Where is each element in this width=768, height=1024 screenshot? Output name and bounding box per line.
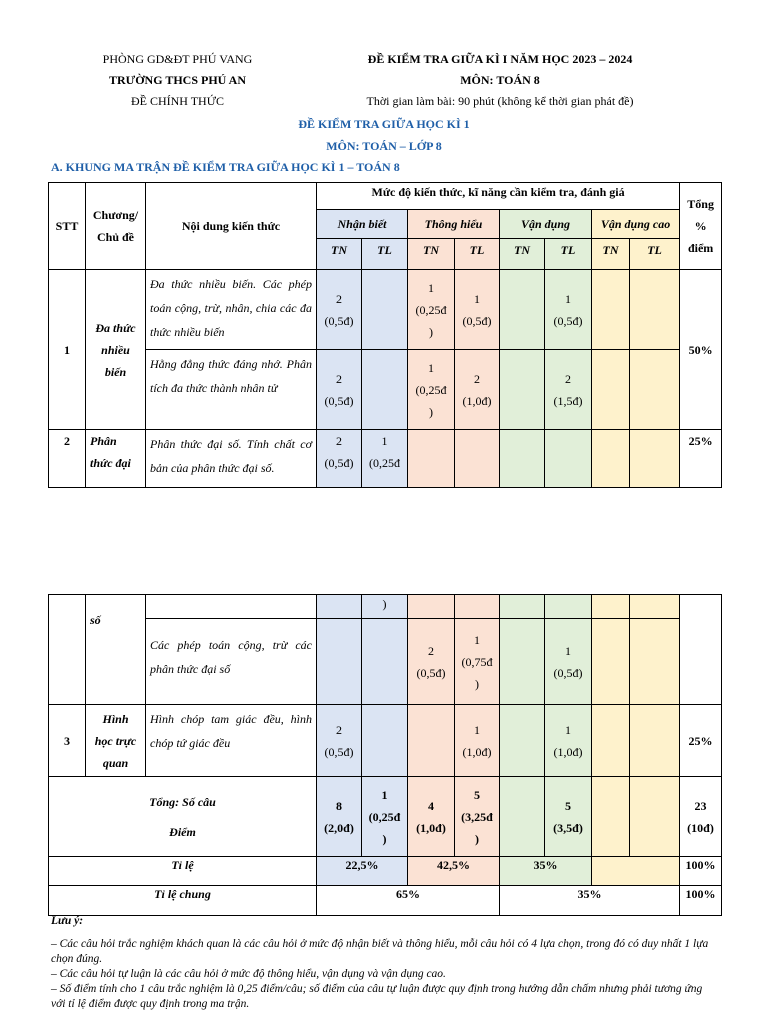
- common-ratio-a: 65%: [317, 886, 500, 916]
- row1b-vd-tn: [500, 350, 545, 430]
- row2-th-tl: [455, 430, 500, 488]
- school-name: TRƯỜNG THCS PHÚ AN: [108, 73, 246, 87]
- header-right: [330, 52, 670, 109]
- level-van-dung-cao: Vận dụng cao: [592, 210, 680, 239]
- row1a-th-tn: 1 (0,25đ ): [408, 270, 455, 350]
- section-heading: A. KHUNG MA TRẬN ĐỀ KIỂM TRA GIỮA HỌC KÌ 1 – TOÁN 8: [51, 160, 400, 174]
- row1b-nb-tn: 2 (0,5đ): [317, 350, 362, 430]
- chapter-header: Chương/ Chủ đề: [86, 183, 146, 270]
- row2-th-tn-cont: [408, 595, 455, 619]
- row2c-content: Các phép toán cộng, trừ các phân thức đại số: [146, 619, 317, 705]
- row2-vd-tl: [545, 430, 592, 488]
- tn-header: TN: [500, 239, 545, 270]
- row1a-nb-tn: 2 (0,5đ): [317, 270, 362, 350]
- row1b-vc-tl: [630, 350, 680, 430]
- tl-header: TL: [455, 239, 500, 270]
- doc-title: ĐỀ KIỂM TRA GIỮA HỌC KÌ 1: [298, 117, 470, 131]
- row2-th-tn: [408, 430, 455, 488]
- tn-header: TN: [408, 239, 455, 270]
- row1a-nb-tl: [362, 270, 408, 350]
- content-header: Nội dung kiến thức: [146, 183, 317, 270]
- row1a-th-tl: 1 (0,5đ): [455, 270, 500, 350]
- note-item: – Số điểm tính cho 1 câu trắc nghiệm là 0,25 điểm/câu; số điểm của câu tự luận được quy định trong hướng dẫn chấm nhưng phải tương ứng với tỉ lệ điểm được quy định trong ma trận.: [51, 983, 703, 1010]
- row3-vd-tn: [500, 705, 545, 777]
- common-ratio-b: 35%: [500, 886, 680, 916]
- row1a-vd-tl: 1 (0,5đ): [545, 270, 592, 350]
- notes-title: Lưu ý:: [51, 915, 84, 927]
- official-label: ĐỀ CHÍNH THỨC: [130, 94, 225, 108]
- row1a-content: Đa thức nhiều biến. Các phép toán cộng, trừ, nhân, chia các đa thức nhiều biến: [146, 270, 317, 350]
- notes-section: [51, 914, 719, 1012]
- level-nhan-biet: Nhận biết: [317, 210, 408, 239]
- row2-total-cont: [680, 595, 722, 705]
- row2c-nb-tl: [362, 619, 408, 705]
- row2c-nb-tn: [317, 619, 362, 705]
- row2-chapter: Phân thức đại: [86, 430, 146, 488]
- row3-nb-tn: 2 (0,5đ): [317, 705, 362, 777]
- ratio-nb: 22,5%: [317, 857, 408, 886]
- row3-content: Hình chóp tam giác đều, hình chóp tứ giác đều: [146, 705, 317, 777]
- row3-chapter: Hình học trực quan: [86, 705, 146, 777]
- row1-total: 50%: [680, 270, 722, 430]
- exam-title: ĐỀ KIỂM TRA GIỮA KÌ I NĂM HỌC 2023 – 2024: [367, 52, 633, 66]
- tl-header: TL: [362, 239, 408, 270]
- total-nb-tn: 8 (2,0đ): [317, 777, 362, 857]
- row2-content-cont: [146, 595, 317, 619]
- row3-stt: 3: [49, 705, 86, 777]
- matrix-table-part1: [48, 182, 722, 488]
- time-label: Thời gian làm bài: 90 phút (không kể thời gian phát đề): [366, 94, 634, 108]
- subject-label: MÔN: TOÁN 8: [460, 73, 540, 87]
- row1-chapter: Đa thức nhiều biến: [86, 270, 146, 430]
- row1a-vc-tn: [592, 270, 630, 350]
- row2-chapter-cont: số: [86, 595, 146, 705]
- row2-nb-tn: 2 (0,5đ): [317, 430, 362, 488]
- level-group-header: Mức độ kiến thức, kĩ năng cần kiểm tra, đánh giá: [317, 183, 680, 210]
- row1-stt: 1: [49, 270, 86, 430]
- tn-header: TN: [317, 239, 362, 270]
- total-vd-tl: 5 (3,5đ): [545, 777, 592, 857]
- row2c-th-tl: 1 (0,75đ ): [455, 619, 500, 705]
- row2c-vc-tn: [592, 619, 630, 705]
- row3-vc-tl: [630, 705, 680, 777]
- row2-vc-tl-cont: [630, 595, 680, 619]
- ratio-th: 42,5%: [408, 857, 500, 886]
- row3-th-tn: [408, 705, 455, 777]
- row1b-th-tn: 1 (0,25đ ): [408, 350, 455, 430]
- row1a-vc-tl: [630, 270, 680, 350]
- row2c-vd-tl: 1 (0,5đ): [545, 619, 592, 705]
- ratio-vc: [592, 857, 680, 886]
- row2-vc-tl: [630, 430, 680, 488]
- row2-nb-tn-cont: [317, 595, 362, 619]
- note-item: – Các câu hỏi trắc nghiệm khách quan là các câu hỏi ở mức độ nhận biết và thông hiểu, mỗi câu hỏi có 4 lựa chọn, trong đó có duy nhất 1 lựa chọn đúng.: [51, 938, 709, 965]
- row3-nb-tl: [362, 705, 408, 777]
- note-item: – Các câu hỏi tự luận là các câu hỏi ở mức độ thông hiểu, vận dụng và vận dụng cao.: [51, 968, 446, 980]
- row2-vc-tn: [592, 430, 630, 488]
- ratio-label: Tỉ lệ: [49, 857, 317, 886]
- total-header: Tổng % điểm: [680, 183, 722, 270]
- row2-stt: 2: [49, 430, 86, 488]
- row2-stt-cont: [49, 595, 86, 705]
- doc-subtitle: MÔN: TOÁN – LỚP 8: [326, 139, 442, 153]
- ratio-total: 100%: [680, 857, 722, 886]
- row2c-th-tn: 2 (0,5đ): [408, 619, 455, 705]
- row1b-content: Hằng đẳng thức đáng nhớ. Phân tích đa thức thành nhân tử: [146, 350, 317, 430]
- total-vc-tl: [630, 777, 680, 857]
- department-name: PHÒNG GD&ĐT PHÚ VANG: [102, 52, 253, 66]
- row2-vd-tn: [500, 430, 545, 488]
- row2-total: 25%: [680, 430, 722, 488]
- row2-th-tl-cont: [455, 595, 500, 619]
- row3-th-tl: 1 (1,0đ): [455, 705, 500, 777]
- level-van-dung: Vận dụng: [500, 210, 592, 239]
- matrix-table-part2: [48, 594, 722, 916]
- row2-nb-tl-cont: ): [362, 595, 408, 619]
- stt-header: STT: [49, 183, 86, 270]
- total-score-label: Điểm: [169, 824, 196, 839]
- tn-header: TN: [592, 239, 630, 270]
- total-vc-tn: [592, 777, 630, 857]
- row1b-vc-tn: [592, 350, 630, 430]
- tl-header: TL: [545, 239, 592, 270]
- total-overall: 23 (10đ): [680, 777, 722, 857]
- row1a-vd-tn: [500, 270, 545, 350]
- row2-nb-tl: 1 (0,25đ: [362, 430, 408, 488]
- row1b-nb-tl: [362, 350, 408, 430]
- total-th-tn: 4 (1,0đ): [408, 777, 455, 857]
- row2c-vd-tn: [500, 619, 545, 705]
- tl-header: TL: [630, 239, 680, 270]
- row3-vc-tn: [592, 705, 630, 777]
- common-ratio-label: Tỉ lệ chung: [49, 886, 317, 916]
- total-vd-tn: [500, 777, 545, 857]
- row2c-vc-tl: [630, 619, 680, 705]
- row3-total: 25%: [680, 705, 722, 777]
- total-label: [49, 777, 317, 857]
- header-left: [60, 52, 295, 109]
- common-ratio-total: 100%: [680, 886, 722, 916]
- row1b-vd-tl: 2 (1,5đ): [545, 350, 592, 430]
- row2-content: Phân thức đại số. Tính chất cơ bản của phân thức đại số.: [146, 430, 317, 488]
- row1b-th-tl: 2 (1,0đ): [455, 350, 500, 430]
- level-thong-hieu: Thông hiểu: [408, 210, 500, 239]
- row2-vd-tl-cont: [545, 595, 592, 619]
- row3-vd-tl: 1 (1,0đ): [545, 705, 592, 777]
- row2-vc-tn-cont: [592, 595, 630, 619]
- row2-vd-tn-cont: [500, 595, 545, 619]
- total-nb-tl: 1 (0,25đ ): [362, 777, 408, 857]
- ratio-vd: 35%: [500, 857, 592, 886]
- total-th-tl: 5 (3,25đ ): [455, 777, 500, 857]
- total-count-label: Tổng: Số câu: [149, 794, 216, 809]
